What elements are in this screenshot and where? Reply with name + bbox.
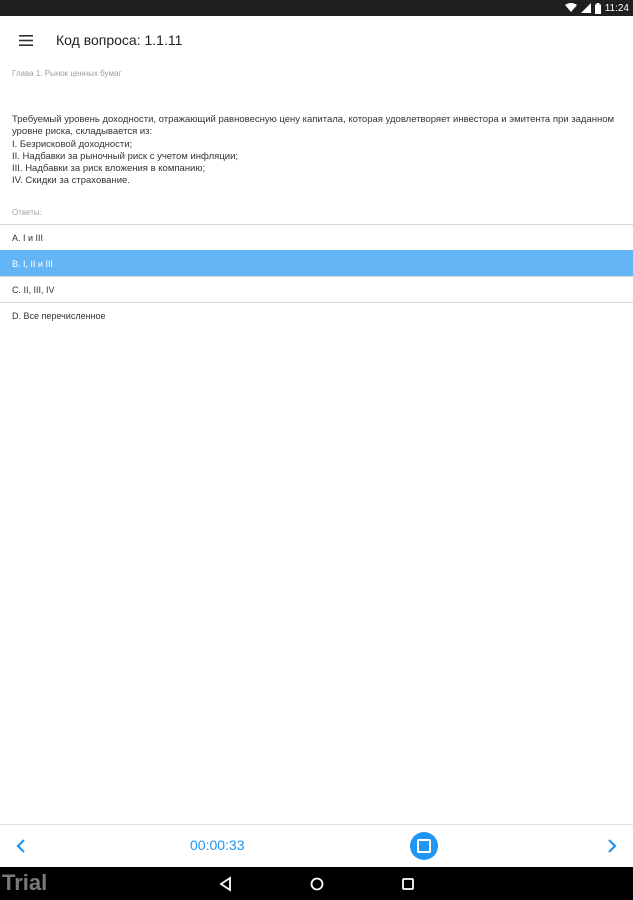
app-bar bbox=[0, 16, 633, 64]
hamburger-menu-icon[interactable] bbox=[14, 28, 38, 52]
question-line: IV. Скидки за страхование. bbox=[12, 175, 130, 187]
stop-button[interactable] bbox=[410, 832, 438, 860]
home-icon[interactable] bbox=[309, 876, 325, 892]
answers-label: Ответы: bbox=[12, 208, 42, 217]
back-icon[interactable] bbox=[218, 876, 234, 892]
answers-list bbox=[0, 224, 633, 328]
question-line: II. Надбавки за рыночный риск с учетом инфляции; bbox=[12, 150, 239, 162]
stop-icon bbox=[417, 839, 431, 853]
chapter-label: Глава 1. Рынок ценных бумаг bbox=[12, 69, 122, 78]
wifi-icon bbox=[565, 3, 577, 13]
status-time: 11:24 bbox=[604, 2, 629, 14]
question-line: Требуемый уровень доходности, отражающий равновесную цену капитала, которая удовлетворяет инвестора и эмитента при заданном уровне риска, складывается из: bbox=[12, 114, 615, 138]
recents-icon[interactable] bbox=[400, 876, 416, 892]
question-line: I. Безрисковой доходности; bbox=[12, 138, 133, 150]
question-line: III. Надбавки за риск вложения в компанию; bbox=[12, 163, 206, 175]
answer-option-c[interactable] bbox=[0, 276, 633, 302]
answer-option-d[interactable] bbox=[0, 302, 633, 328]
question-text bbox=[12, 114, 617, 188]
bottom-toolbar bbox=[0, 824, 633, 868]
answer-option-b[interactable] bbox=[0, 250, 633, 276]
status-bar bbox=[0, 0, 633, 16]
page-title: Код вопроса: 1.1.11 bbox=[56, 32, 183, 48]
timer: 00:00:33 bbox=[190, 837, 245, 853]
answer-label: D. Все перечисленное bbox=[12, 310, 106, 321]
answer-label: A. I и III bbox=[12, 232, 44, 243]
answer-label: C. II, III, IV bbox=[12, 284, 55, 295]
chevron-right-icon[interactable] bbox=[603, 836, 621, 856]
system-navigation-bar bbox=[0, 867, 633, 900]
trial-watermark: Trial bbox=[2, 870, 48, 895]
answer-option-a[interactable] bbox=[0, 224, 633, 250]
chevron-left-icon[interactable] bbox=[12, 836, 30, 856]
answer-label: B. I, II и III bbox=[12, 258, 54, 269]
battery-icon bbox=[595, 3, 601, 14]
signal-icon bbox=[581, 3, 591, 13]
